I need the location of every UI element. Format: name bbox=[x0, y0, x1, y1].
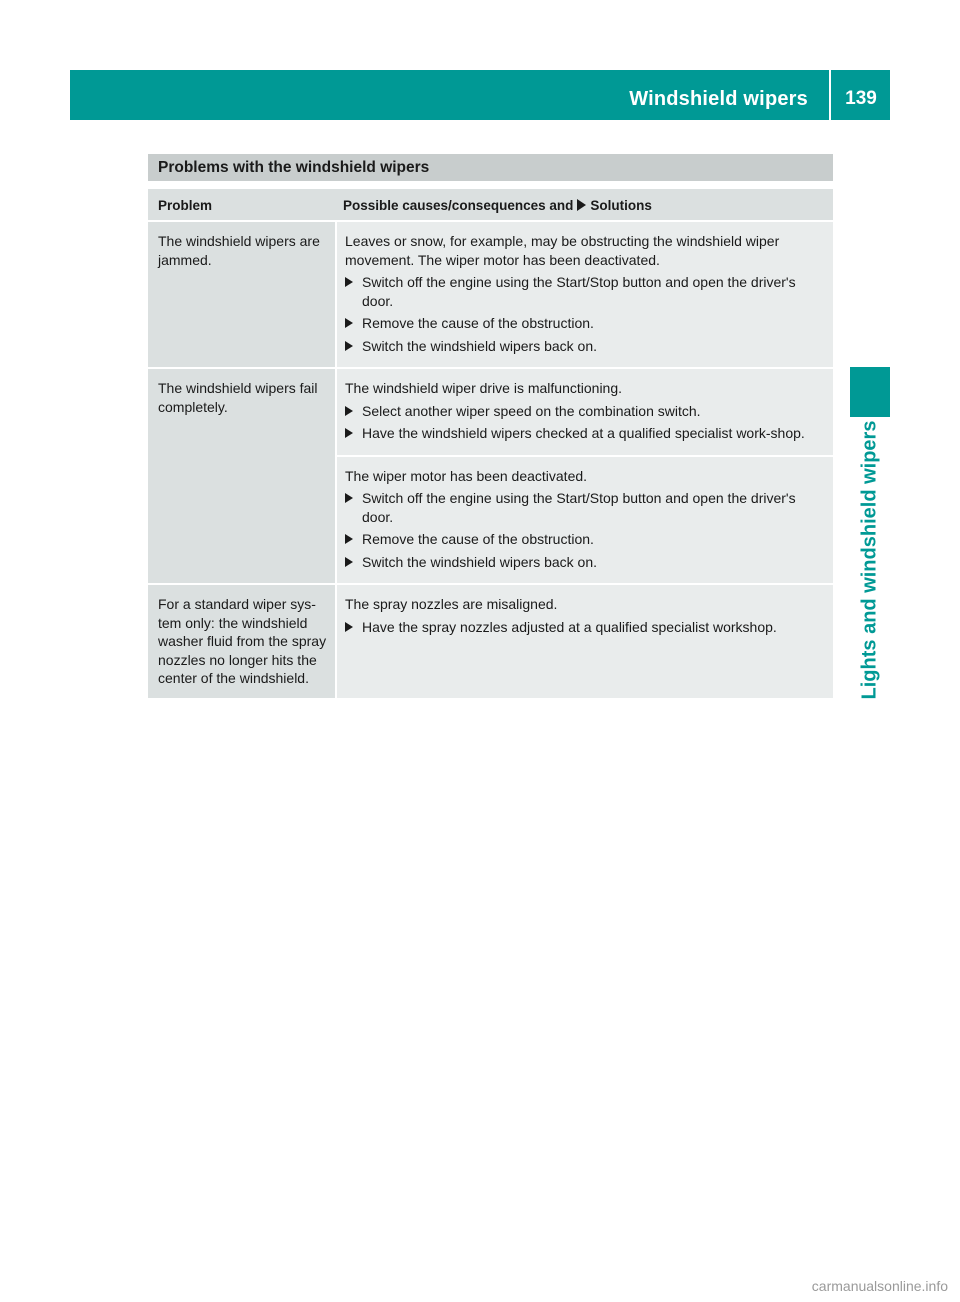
step-text: Switch the windshield wipers back on. bbox=[362, 553, 598, 570]
problem-cell: The windshield wipers fail completely. bbox=[148, 369, 335, 583]
header-problem: Problem bbox=[158, 198, 213, 213]
step-text: Remove the cause of the obstruction. bbox=[362, 531, 594, 547]
arrow-icon bbox=[345, 318, 353, 328]
table-header-row bbox=[148, 189, 833, 220]
arrow-icon bbox=[345, 428, 353, 438]
arrow-icon bbox=[345, 534, 353, 544]
problems-table bbox=[148, 189, 833, 700]
table-row bbox=[148, 222, 833, 367]
table-title: Problems with the windshield wipers bbox=[148, 154, 833, 181]
table-row bbox=[148, 369, 833, 583]
solutions-cell bbox=[337, 585, 833, 698]
solution-step bbox=[345, 314, 827, 333]
solution-step bbox=[345, 618, 827, 637]
solution-step bbox=[345, 530, 827, 549]
step-text: Remove the cause of the obstruction. bbox=[362, 315, 594, 331]
watermark: carmanualsonline.info bbox=[811, 1278, 948, 1294]
arrow-icon bbox=[345, 622, 353, 632]
cause-block bbox=[337, 457, 833, 584]
solution-step bbox=[345, 273, 827, 310]
chapter-tab-marker bbox=[850, 367, 890, 417]
header-solutions-post: Solutions bbox=[590, 198, 652, 213]
cause-block bbox=[337, 369, 833, 455]
problem-cell: For a standard wiper sys-tem only: the windshield washer fluid from the spray nozzles no longer hits the center of the windshield. bbox=[148, 585, 335, 698]
cause-text: The wiper motor has been deactivated. bbox=[345, 467, 588, 484]
header-solutions bbox=[335, 189, 833, 220]
solutions-cell bbox=[337, 222, 833, 367]
page-header bbox=[70, 70, 890, 120]
step-text: Have the windshield wipers checked at a qualified specialist work-shop. bbox=[362, 425, 805, 441]
table-row bbox=[148, 585, 833, 698]
arrow-icon bbox=[345, 406, 353, 416]
solution-step bbox=[345, 553, 827, 572]
arrow-icon bbox=[345, 557, 353, 567]
solution-step bbox=[345, 337, 827, 356]
chapter-tab-label: Lights and windshield wipers bbox=[858, 420, 881, 700]
step-text: Have the spray nozzles adjusted at a qualified specialist workshop. bbox=[362, 618, 777, 635]
solution-step bbox=[345, 424, 827, 443]
arrow-icon bbox=[577, 199, 586, 211]
page-number: 139 bbox=[845, 88, 877, 109]
solution-step bbox=[345, 402, 827, 421]
cause-block bbox=[337, 585, 833, 698]
solution-step bbox=[345, 489, 827, 526]
section-title: Windshield wipers bbox=[629, 88, 808, 110]
step-text: Switch off the engine using the Start/Stop button and open the driver's door. bbox=[362, 274, 796, 309]
arrow-icon bbox=[345, 341, 353, 351]
cause-text: The spray nozzles are misaligned. bbox=[345, 596, 558, 612]
cause-block bbox=[337, 222, 833, 367]
problem-cell: The windshield wipers are jammed. bbox=[148, 222, 335, 367]
cause-text: The windshield wiper drive is malfunctioning. bbox=[345, 380, 623, 396]
step-text: Switch off the engine using the Start/Stop button and open the driver's door. bbox=[362, 490, 796, 525]
cause-text: Leaves or snow, for example, may be obstructing the windshield wiper movement. The wiper motor has been deactivated. bbox=[345, 233, 780, 268]
arrow-icon bbox=[345, 277, 353, 287]
header-solutions-pre: Possible causes/consequences and bbox=[343, 198, 574, 213]
arrow-icon bbox=[345, 493, 353, 503]
solutions-cell bbox=[337, 369, 833, 583]
step-text: Switch the windshield wipers back on. bbox=[362, 337, 598, 354]
step-text: Select another wiper speed on the combination switch. bbox=[362, 402, 701, 419]
header-divider bbox=[829, 70, 831, 120]
